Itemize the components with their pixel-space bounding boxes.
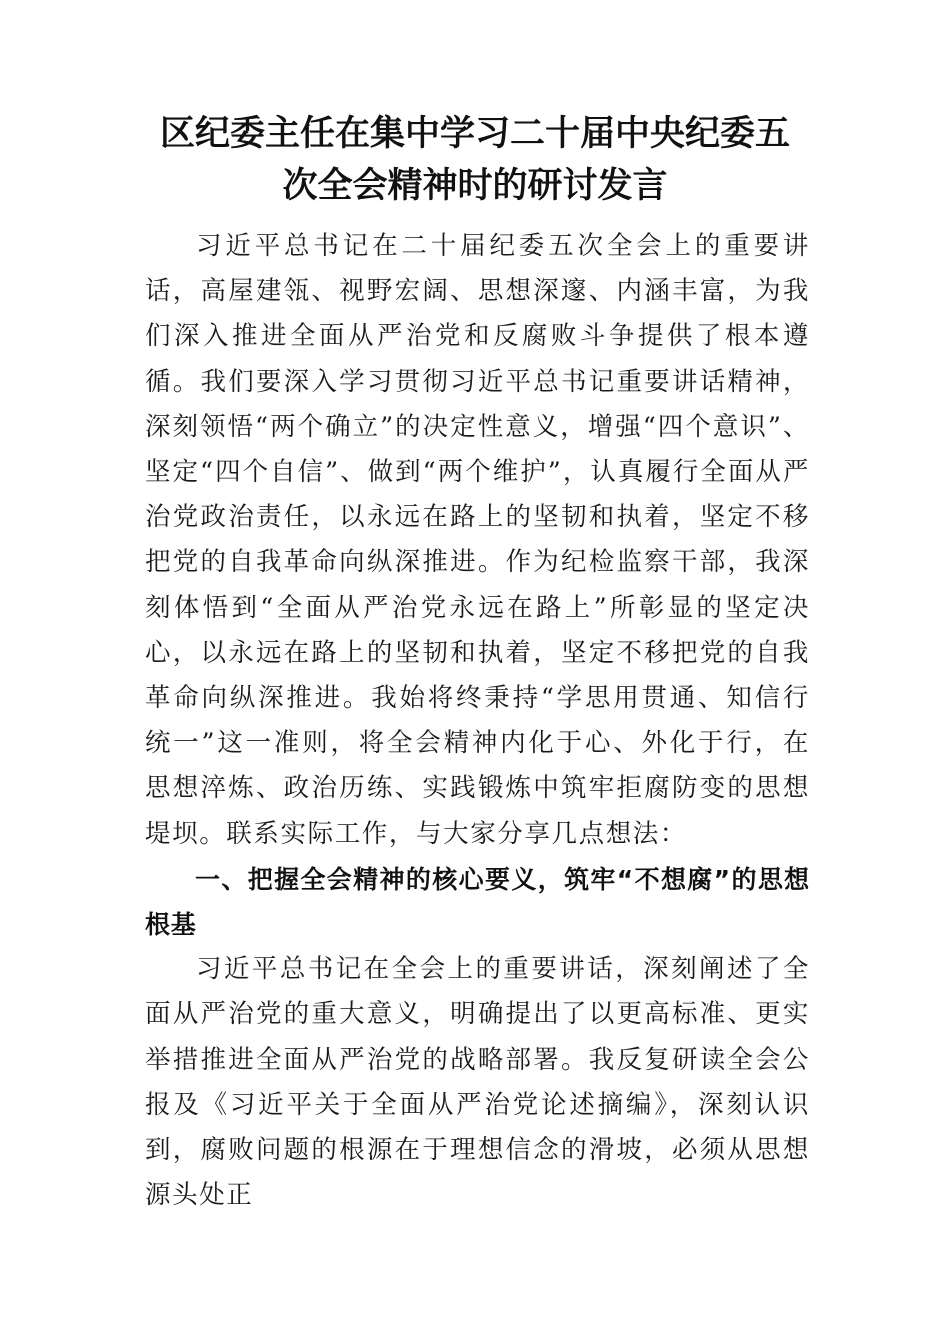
intro-paragraph: 习近平总书记在二十届纪委五次全会上的重要讲话，高屋建瓴、视野宏阔、思想深邃、内涵丰富，为我们深入推进全面从严治党和反腐败斗争提供了根本遵循。我们要深入学习贯彻习近平总书记重要讲话精神，深刻领悟“两个确立”的决定性意义，增强“四个意识”、坚定“四个自信”、做到“两个维护”，认真履行全面从严治党政治责任，以永远在路上的坚韧和执着，坚定不移把党的自我革命向纵深推进。作为纪检监察干部，我深刻体悟到“全面从严治党永远在路上”所彰显的坚定决心，以永远在路上的坚韧和执着，坚定不移把党的自我革命向纵深推进。我始将终秉持“学思用贯通、知信行统一”这一准则，将全会精神内化于心、外化于行，在思想淬炼、政治历练、实践锻炼中筑牢拒腐防变的思想堤坝。联系实际工作，与大家分享几点想法： (145, 231, 810, 849)
title-line-2: 次全会精神时的研讨发言 (282, 165, 668, 206)
section-heading-1: 一、把握全会精神的核心要义，筑牢“不想腐”的思想根基 (145, 864, 810, 940)
section-1-paragraph: 习近平总书记在全会上的重要讲话，深刻阐述了全面从严治党的重大意义，明确提出了以更高标准、更实举措推进全面从严治党的战略部署。我反复研读全会公报及《习近平关于全面从严治党论述摘编》，深刻认识到，腐败问题的根源在于理想信念的滑坡，必须从思想源头处正 (145, 954, 810, 1211)
title-line-1: 区纪委主任在集中学习二十届中央纪委五 (159, 113, 790, 154)
document-body (145, 224, 810, 1218)
document-title (140, 108, 810, 212)
